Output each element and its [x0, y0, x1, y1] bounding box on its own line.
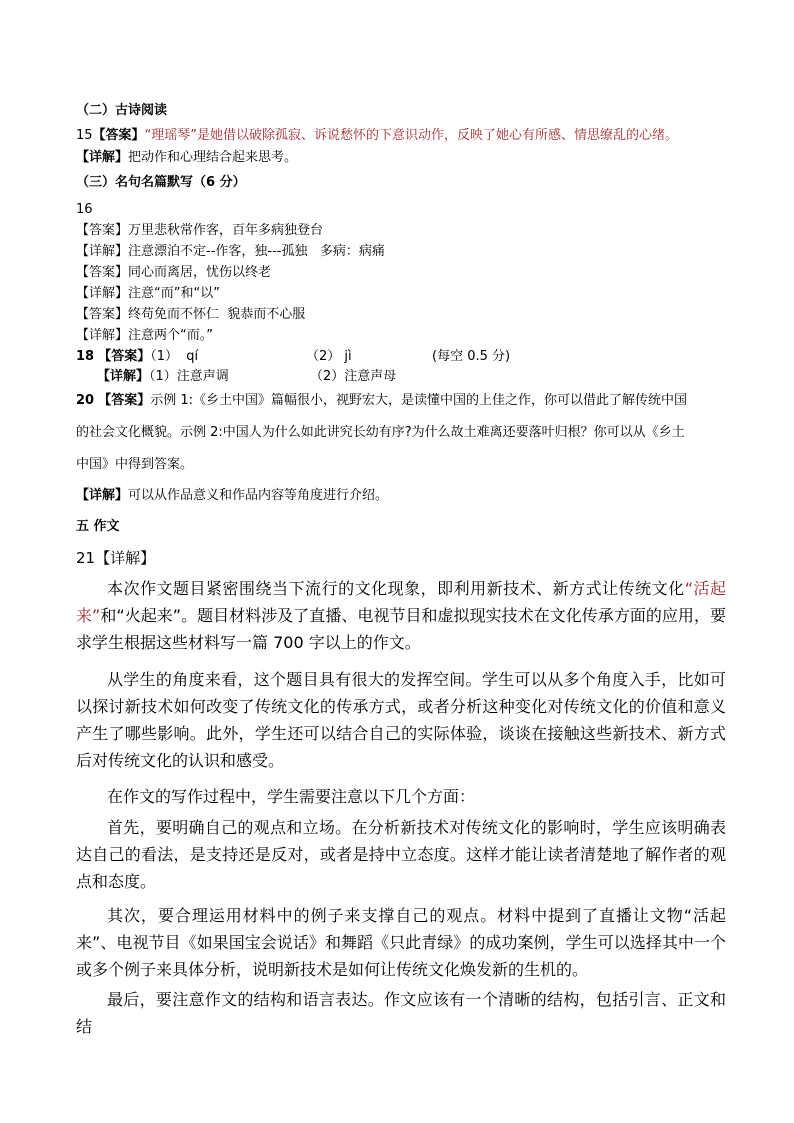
q20-answer-line-3: 中国》中得到答案。 [76, 457, 194, 472]
answer-tag: 【答案】 [92, 128, 145, 143]
item-tag: 【详解】 [76, 244, 129, 259]
item-text: 同心而离居，忧伤以终老 [128, 265, 272, 280]
q16-item [76, 327, 213, 345]
q16-item [76, 306, 305, 324]
answer-tag: 【答案】 [98, 349, 151, 364]
q16-item [76, 285, 220, 303]
item-tag: 【答案】 [76, 307, 129, 322]
item-text: 终苟免而不怀仁 貌恭而不心服 [128, 307, 306, 322]
p1-text-b: 和“火起来”。题目材料涉及了直播、电视节目和虚拟现实技术在文化传承方面的应用，要求学生根据这些材料写一篇 700 字以上的作文。 [76, 606, 726, 652]
detail-tag: 【详解】 [95, 549, 156, 567]
item-tag: 【答案】 [76, 223, 129, 238]
q15-detail-text: 把动作和心理结合起来思考。 [128, 150, 298, 165]
q16-number: 16 [76, 202, 93, 217]
essay-paragraph-3: 在作文的写作过程中，学生需要注意以下几个方面： [107, 787, 476, 806]
essay-paragraph-5: 其次，要合理运用材料中的例子来支撑自己的观点。材料中提到了直播让文物“活起来”、电视节目《如果国宝会说话》和舞蹈《只此青绿》的成功案例，学生可以选择其中一个或多个例子来具体分析，说明新技术是如何让传统文化焕发新的生机的。 [76, 906, 726, 979]
q15-answer-text: “理瑶琴”是她借以破除孤寂、诉说愁怀的下意识动作，反映了她心有所感、情思缭乱的心绪。 [144, 128, 679, 143]
q18-answer-1: （1） qí [150, 349, 199, 364]
item-text: 万里悲秋常作客，百年多病独登台 [128, 223, 324, 238]
item-text: 注意两个“而。” [128, 328, 213, 343]
detail-tag: 【详解】 [76, 150, 129, 165]
q20-number: 20 [76, 393, 95, 408]
p1-text-a: 本次作文题目紧密围绕当下流行的文化现象，即利用新技术、新方式让传统文化 [107, 579, 685, 598]
q18-detail-2: （2）注意声母 [310, 369, 397, 384]
essay-paragraph-4: 首先，要明确自己的观点和立场。在分析新技术对传统文化的影响时，学生应该明确表达自己的看法，是支持还是反对，或者是持中立态度。这样才能让读者清楚地了解作者的观点和态度。 [76, 818, 726, 891]
q20-detail-text: 可以从作品意义和作品内容等角度进行介绍。 [128, 488, 389, 503]
q20-answer-line-1 [76, 392, 687, 410]
item-text: 注意漂泊不定--作客，独---孤独 多病：病痛 [128, 244, 385, 259]
essay-paragraph-6: 最后，要注意作文的结构和语言表达。作文应该有一个清晰的结构，包括引言、正文和结 [76, 990, 726, 1036]
q20-detail [76, 487, 388, 505]
item-tag: 【详解】 [76, 328, 129, 343]
section-5-title: 五 作文 [76, 519, 120, 534]
item-tag: 【详解】 [76, 286, 129, 301]
q18-detail [97, 368, 229, 386]
section-3-title: （三）名句名篇默写（6 分） [76, 175, 246, 190]
q18-number: 18 [76, 349, 95, 364]
q15-detail [76, 149, 297, 167]
q16-item [76, 243, 385, 261]
q20-text-1: 示例 1:《乡土中国》篇幅很小，视野宏大，是读懂中国的上佳之作，你可以借此了解传统中国 [150, 393, 688, 408]
detail-tag: 【详解】 [97, 369, 150, 384]
q16-item [76, 222, 323, 240]
item-text: 注意“而”和“以” [128, 286, 220, 301]
q18-answer-2: （2） jì [306, 349, 352, 364]
answer-tag: 【答案】 [98, 393, 151, 408]
q15-answer [76, 127, 678, 145]
essay-paragraph-2: 从学生的角度来看，这个题目具有很大的发挥空间。学生可以从多个角度入手，比如可以探讨新技术如何改变了传统文化的传承方式，或者分析这种变化对传统文化的价值和意义产生了哪些影响。此外，学生还可以结合自己的实际体验，谈谈在接触这些新技术、新方式后对传统文化的认识和感受。 [76, 670, 726, 770]
p1-highlight: “活起来” [76, 579, 726, 625]
section-2-title: （二）古诗阅读 [76, 103, 168, 118]
q16-item [76, 264, 271, 282]
q20-answer-line-2: 的社会文化概貌。示例 2:中国人为什么如此讲究长幼有序?为什么故土难离还要落叶归根？你可以从《乡土 [76, 425, 685, 440]
q21-number: 21 [76, 549, 96, 567]
q18-score-note: (每空 0.5 分) [432, 349, 511, 364]
item-tag: 【答案】 [76, 265, 129, 280]
essay-paragraph-1 [76, 575, 726, 656]
q15-number: 15 [76, 128, 93, 143]
detail-tag: 【详解】 [76, 488, 129, 503]
q18-answer [76, 348, 198, 366]
q21-heading [76, 548, 155, 568]
q18-detail-1: （1）注意声调 [149, 369, 229, 384]
